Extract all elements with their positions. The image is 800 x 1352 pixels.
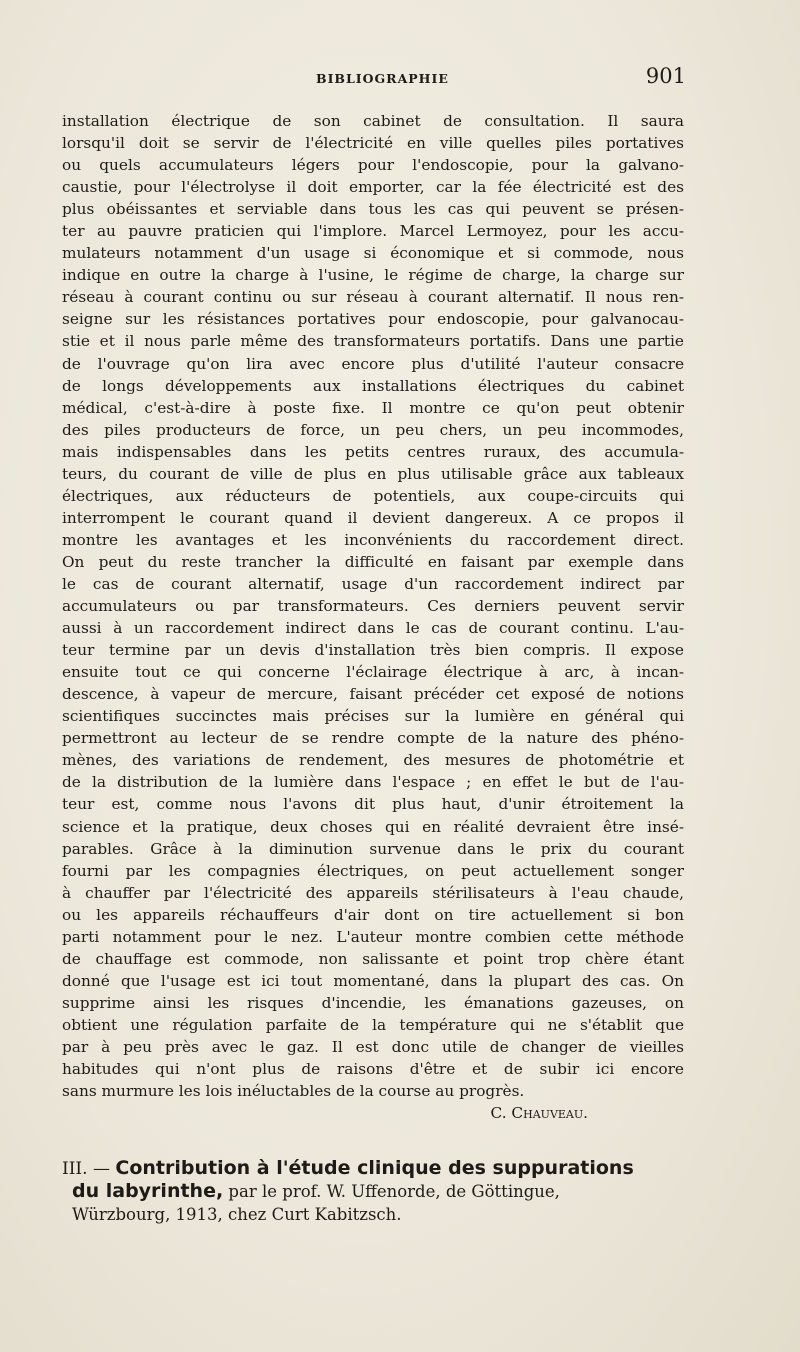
body-line: accumulateurs ou par transformateurs. Ces derniers peuvent servir [62, 597, 684, 616]
body-line: seigne sur les résistances portatives pour endoscopie, pour galvanocau- [62, 310, 684, 329]
entry-heading-line-2 [62, 1180, 684, 1203]
body-line: ou quels accumulateurs légers pour l'endoscopie, pour la galvano- [62, 156, 684, 175]
body-line: électriques, aux réducteurs de potentiels, aux coupe-circuits qui [62, 486, 684, 505]
review-body [62, 110, 684, 1124]
body-line: de chauffage est commode, non salissante et point trop chère étant [62, 949, 684, 968]
body-line: donné que l'usage est ici tout momentané, dans la plupart des cas. On [62, 971, 684, 990]
entry-title-continued: du labyrinthe, [72, 1180, 224, 1202]
page-number: 901 [645, 64, 686, 88]
body-line: teur est, comme nous l'avons dit plus haut, d'unir étroitement la [62, 795, 684, 814]
body-line: des piles producteurs de force, un peu chers, un peu incommodes, [62, 420, 684, 439]
body-line: réseau à courant continu ou sur réseau à courant alternatif. Il nous ren- [62, 288, 684, 307]
body-line: fourni par les compagnies électriques, on peut actuellement songer [62, 861, 684, 880]
body-line: scientifiques succinctes mais précises sur la lumière en général qui [62, 707, 684, 726]
body-line: teurs, du courant de ville de plus en plus utilisable grâce aux tableaux [62, 464, 684, 483]
entry-publication-line [62, 1203, 684, 1226]
body-line: de l'ouvrage qu'on lira avec encore plus d'utilité l'auteur consacre [62, 354, 684, 373]
body-line: plus obéissantes et serviable dans tous les cas qui peuvent se présen- [62, 200, 684, 219]
body-line: habitudes qui n'ont plus de raisons d'être et de subir ici encore [62, 1060, 684, 1079]
entry-heading-line [62, 1157, 684, 1180]
body-line: mènes, des variations de rendement, des mesures de photométrie et [62, 751, 684, 770]
body-line: lorsqu'il doit se servir de l'électricité en ville quelles piles portatives [62, 134, 684, 153]
running-title: BIBLIOGRAPHIE [316, 71, 449, 86]
entry-author: par le prof. W. Uffenorde, de Göttingue, [223, 1182, 560, 1201]
body-line: à chauffer par l'électricité des appareils stérilisateurs à l'eau chaude, [62, 883, 684, 902]
body-line: ter au pauvre praticien qui l'implore. Marcel Lermoyez, pour les accu- [62, 222, 684, 241]
entry-title: Contribution à l'étude clinique des suppurations [115, 1157, 634, 1179]
reviewer-signature: C. Chauveau. [490, 1104, 588, 1123]
body-line: ensuite tout ce qui concerne l'éclairage électrique à arc, à incan- [62, 663, 684, 682]
body-line: teur termine par un devis d'installation très bien compris. Il expose [62, 641, 684, 660]
body-line: de longs développements aux installations électriques du cabinet [62, 376, 684, 395]
body-line: obtient une régulation parfaite de la température qui ne s'établit que [62, 1015, 684, 1034]
body-line: montre les avantages et les inconvénients du raccordement direct. [62, 530, 684, 549]
body-line: sans murmure les lois inéluctables de la course au progrès. [62, 1082, 525, 1101]
entry-publication: Würzbourg, 1913, chez Curt Kabitzsch. [72, 1205, 402, 1224]
body-line: interrompent le courant quand il devient dangereux. A ce propos il [62, 508, 684, 527]
body-line: stie et il nous parle même des transformateurs portatifs. Dans une partie [62, 332, 684, 351]
body-line: le cas de courant alternatif, usage d'un raccordement indirect par [62, 574, 684, 593]
body-line: médical, c'est-à-dire à poste fixe. Il montre ce qu'on peut obtenir [62, 398, 684, 417]
body-line: caustie, pour l'électrolyse il doit emporter, car la fée électricité est des [62, 178, 684, 197]
running-head [58, 62, 686, 92]
body-line: On peut du reste trancher la difficulté en faisant par exemple dans [62, 552, 684, 571]
body-line: permettront au lecteur de se rendre compte de la nature des phéno- [62, 729, 684, 748]
entry-number: III. — [62, 1159, 110, 1179]
body-line: descence, à vapeur de mercure, faisant précéder cet exposé de notions [62, 685, 684, 704]
body-line: aussi à un raccordement indirect dans le cas de courant continu. L'au- [62, 619, 684, 638]
body-line: mulateurs notamment d'un usage si économique et si commode, nous [62, 244, 684, 263]
body-line: science et la pratique, deux choses qui en réalité devraient être insé- [62, 817, 684, 836]
body-line: mais indispensables dans les petits centres ruraux, des accumula- [62, 442, 684, 461]
body-line: parti notamment pour le nez. L'auteur montre combien cette méthode [62, 927, 684, 946]
body-line: de la distribution de la lumière dans l'espace ; en effet le but de l'au- [62, 773, 684, 792]
body-line: supprime ainsi les risques d'incendie, les émanations gazeuses, on [62, 993, 684, 1012]
body-line: ou les appareils réchauffeurs d'air dont on tire actuellement si bon [62, 905, 684, 924]
body-line: indique en outre la charge à l'usine, le régime de charge, la charge sur [62, 266, 684, 285]
body-line: installation électrique de son cabinet de consultation. Il saura [62, 112, 684, 130]
body-line: par à peu près avec le gaz. Il est donc utile de changer de vieilles [62, 1037, 684, 1056]
body-line: parables. Grâce à la diminution survenue dans le prix du courant [62, 839, 684, 858]
next-bibliography-entry [62, 1157, 684, 1226]
